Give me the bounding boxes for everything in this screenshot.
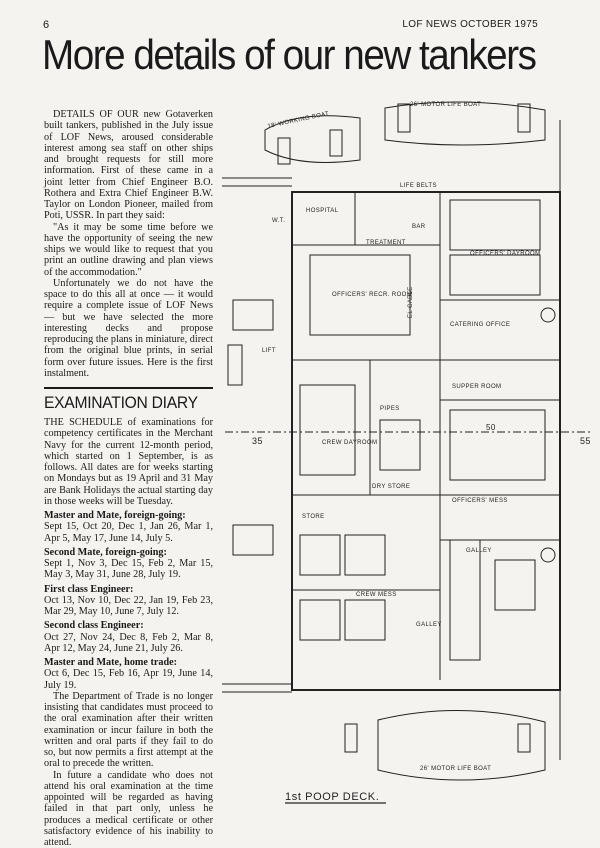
intro-paragraph-1 [44,109,213,222]
exam-item-dates: Sept 1, Nov 3, Dec 15, Feb 2, Mar 15, May 3, May 31, June 28, July 19. [44,558,213,581]
plan-label-working-boat: 18' WORKING BOAT [267,111,330,130]
exam-body-1: of examinations for competency certificates in the Merchant Navy for the current 12-month period, which started on 1 September, is as follows. All dates are for weeks starting on Mondays but as 19 April and 31 May are Bank Holidays the actual starting day in those weeks will be Tuesday. [44,417,213,507]
plan-label-motor-boat-bottom: 26' MOTOR LIFE BOAT [420,766,492,772]
section-divider [44,387,213,389]
exam-paragraph-1 [44,417,213,507]
plan-label-bar: BAR [412,224,426,230]
plan-label-crew-mess: CREW MESS [356,592,397,598]
plan-label-treatment: TREATMENT [366,240,406,246]
exam-item-dates: Oct 13, Nov 10, Dec 22, Jan 19, Feb 23, Mar 29, May 10, June 7, July 12. [44,594,213,617]
plan-label-motor-boat-top: 26' MOTOR LIFE BOAT [410,102,482,108]
plan-label-life-belts: LIFE BELTS [400,183,437,189]
exam-paragraph-2: The Department of Trade is no longer insisting that candidates must proceed to the oral examination after their written examination or incur failure in both the written and oral parts if they fail to do so, but now permits a first attempt at the oral to precede the written. [44,690,213,770]
plan-label-lift: LIFT [262,348,276,354]
plan-label-dry-store: DRY STORE [372,484,411,490]
exam-item-title: Master and Mate, foreign-going: [44,510,186,521]
plan-label-store: STORE [302,514,325,520]
exam-item-title: Second Mate, foreign-going: [44,546,167,558]
intro-lead: DETAILS OF OUR [53,109,139,120]
exam-item-title: Master and Mate, home trade: [44,657,178,668]
headline: More details of our new tankers [42,31,536,78]
plan-label-catering-office: CATERING OFFICE [450,322,511,328]
exam-item-dates: Sept 15, Oct 20, Dec 1, Jan 26, Mar 1, Apr 5, May 17, June 14, July 5. [44,521,213,544]
issue-line: LOF NEWS OCTOBER 1975 [402,19,538,30]
plan-label-frame-35: 35 [252,436,263,446]
section-heading: EXAMINATION DIARY [44,393,198,412]
plan-label-frame-50: 50 [486,423,496,432]
plan-label-pipes: PIPES [380,406,400,412]
plan-caption: 1st POOP DECK. [285,791,380,803]
plan-label-crew-dayroom: CREW DAYROOM [322,440,378,446]
intro-paragraph-3: Unfortunately we do not have the space to do this all at once — it would require a complete issue of LOF News — but we have selected the more interesting decks and propose reproducing the plans in miniature, direct from the original blue prints, in serial form over future issues. Here is the first instalment. [44,277,213,379]
plan-label-hospital: HOSPITAL [306,208,339,214]
plan-label-galley-top: GALLEY [466,548,492,554]
plan-label-frame-55: 55 [580,436,591,446]
deck-plan-drawing [218,90,600,810]
exam-paragraph-3: In future a candidate who does not attend his oral examination at the time appointed will be regarded as having failed in that part only, unless he produces a medical certificate or other satisfactory evidence of his inability to attend. [44,769,213,848]
exam-item-title: Second class Engineer: [44,620,144,632]
plan-label-galley-bottom: GALLEY [416,622,442,628]
intro-paragraph-2: "As it may be some time before we have the opportunity of seeing the new ships we would like to request that you print an outline drawing and plan views of the accommodation." [44,221,213,278]
page-number: 6 [43,19,50,31]
plan-label-officers-rec-room: OFFICERS' RECR. ROOM [332,292,413,298]
intro-body-1: new Gotaverken built tankers, published in the July issue of LOF News, aroused considerable interest among sea staff on other ships and brought requests for still more information. First of these came in a joint letter from Chief Engineer B.O. Rothera and Extra Chief Engineer B.W. Taylor on London Pioneer, mailed from Poti, USSR. In part they said: [44,109,213,222]
text-column [44,109,213,848]
plan-label-el-cable: EL CABLE [408,286,414,318]
exam-item-dates: Oct 27, Nov 24, Dec 8, Feb 2, Mar 8, Apr 12, May 24, June 21, July 26. [44,631,213,654]
plan-label-officers-mess: OFFICERS' MESS [452,498,508,504]
motor-boat-top-outline [385,102,545,145]
plan-label-wt: W.T. [272,218,286,224]
exam-item-title: First class Engineer: [44,583,134,595]
plan-label-supper-room: SUPPER ROOM [452,384,502,390]
exam-lead: THE SCHEDULE [44,417,123,428]
exam-item-dates: Oct 6, Dec 15, Feb 16, Apr 19, June 14, July 19. [44,668,213,691]
plan-label-officers-dayroom: OFFICERS' DAYROOM [470,251,541,257]
